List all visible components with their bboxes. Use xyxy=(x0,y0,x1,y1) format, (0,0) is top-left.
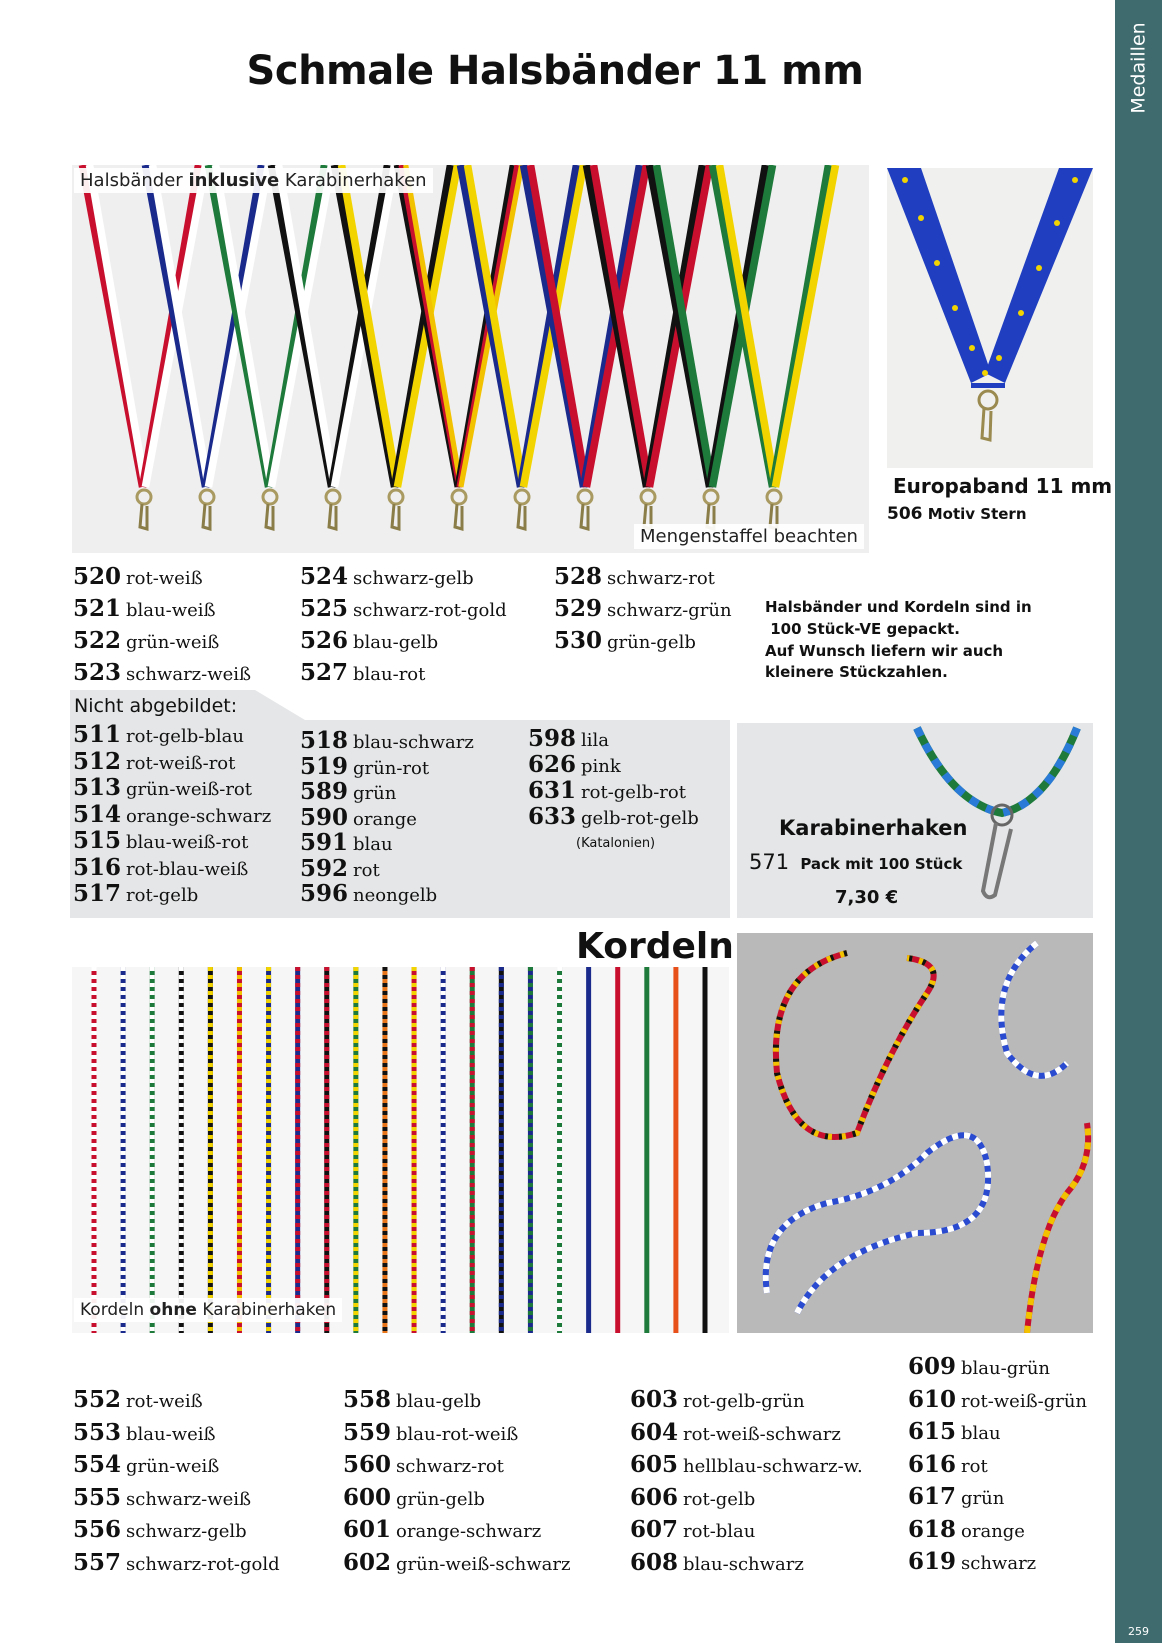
item-code: 555 xyxy=(73,1483,122,1511)
list-item xyxy=(73,800,272,828)
item-code: 528 xyxy=(554,563,603,590)
item-name: grün-gelb xyxy=(396,1488,485,1510)
item-name: schwarz-grün xyxy=(607,600,732,621)
list-item xyxy=(554,565,715,588)
item-code: 516 xyxy=(73,853,122,881)
list-item xyxy=(630,1518,755,1541)
item-name: orange xyxy=(353,808,417,830)
list-item xyxy=(554,629,696,652)
item-name: rot-gelb-rot xyxy=(581,782,686,803)
item-name: schwarz-rot-gold xyxy=(126,1553,280,1575)
list-item xyxy=(73,1483,252,1511)
list-item xyxy=(908,1550,1036,1573)
item-name: rot-blau xyxy=(683,1521,756,1542)
item-code: 600 xyxy=(343,1483,392,1511)
item-name: schwarz-weiß xyxy=(126,1488,252,1510)
item-code: 602 xyxy=(343,1548,392,1576)
item-name: orange-schwarz xyxy=(396,1521,542,1542)
cords-illustration xyxy=(72,967,729,1333)
list-item xyxy=(73,853,249,881)
item-name: blau-schwarz xyxy=(353,732,474,753)
item-name: orange xyxy=(961,1520,1025,1542)
list-item xyxy=(73,1388,203,1411)
carabiner-price: 7,30 € xyxy=(835,887,899,908)
item-name: blau-grün xyxy=(961,1358,1051,1379)
item-code: 592 xyxy=(300,854,349,882)
list-item xyxy=(300,882,437,905)
list-item xyxy=(343,1518,541,1541)
item-name: blau-gelb xyxy=(353,632,439,653)
list-item xyxy=(630,1548,804,1576)
item-code: 591 xyxy=(300,829,349,856)
item-code: 522 xyxy=(73,627,122,654)
list-item xyxy=(908,1420,1001,1443)
cords-photo xyxy=(72,967,729,1333)
packaging-note: Halsbänder und Kordeln sind in 100 Stück-VE gepackt. Auf Wunsch liefern wir auch kleinere Stückzahlen. xyxy=(765,598,1032,682)
item-code: 552 xyxy=(73,1386,122,1413)
item-name: grün-gelb xyxy=(607,632,696,653)
list-item xyxy=(343,1483,485,1511)
item-name: rot-gelb xyxy=(683,1488,756,1510)
item-code: 558 xyxy=(343,1386,392,1413)
katalonien-note: (Katalonien) xyxy=(576,836,656,851)
list-item xyxy=(343,1418,519,1446)
item-name: grün-weiß-rot xyxy=(126,779,253,800)
list-item xyxy=(528,779,686,802)
side-tab xyxy=(1115,0,1162,1643)
item-code: 520 xyxy=(73,563,122,590)
item-name: schwarz xyxy=(961,1553,1037,1574)
item-name: schwarz-gelb xyxy=(353,568,474,589)
item-name: grün-weiß xyxy=(126,632,220,653)
item-code: 527 xyxy=(300,659,349,686)
item-code: 608 xyxy=(630,1548,679,1576)
list-item xyxy=(300,629,438,652)
ribbons-illustration xyxy=(72,165,869,553)
list-item xyxy=(908,1450,988,1478)
europa-title: Europaband 11 mm xyxy=(893,474,1113,498)
item-code: 589 xyxy=(300,778,349,805)
list-item xyxy=(300,565,474,588)
list-item xyxy=(908,1385,1088,1413)
item-code: 596 xyxy=(300,880,349,907)
item-code: 601 xyxy=(343,1516,392,1543)
cords-caption: Kordeln ohne Karabinerhaken xyxy=(74,1298,342,1322)
item-name: rot-weiß-schwarz xyxy=(683,1423,841,1445)
list-item xyxy=(73,565,203,588)
europa-item: 506 Motiv Stern xyxy=(887,504,1027,524)
list-item xyxy=(908,1485,1004,1508)
europa-band-photo xyxy=(887,168,1093,468)
item-code: 514 xyxy=(73,800,122,828)
item-name: blau-weiß xyxy=(126,600,216,621)
item-name: lila xyxy=(581,730,610,751)
list-item xyxy=(630,1418,841,1446)
item-name: grün-weiß-schwarz xyxy=(396,1553,571,1575)
item-name: neongelb xyxy=(353,885,438,906)
item-code: 553 xyxy=(73,1418,122,1446)
item-code: 607 xyxy=(630,1516,679,1543)
item-name: hellblau-schwarz-w. xyxy=(683,1456,863,1477)
list-item xyxy=(908,1515,1025,1543)
item-code: 610 xyxy=(908,1385,957,1413)
list-item xyxy=(528,753,621,776)
item-code: 521 xyxy=(73,595,122,622)
item-name: grün xyxy=(353,783,397,804)
list-item xyxy=(343,1388,481,1411)
item-code: 512 xyxy=(73,747,122,775)
item-name: blau-rot xyxy=(353,664,426,685)
item-code: 560 xyxy=(343,1451,392,1478)
list-item xyxy=(300,803,417,831)
item-code: 631 xyxy=(528,777,577,804)
list-item xyxy=(300,752,430,780)
item-name: grün-weiß xyxy=(126,1456,220,1477)
list-item xyxy=(73,1548,280,1576)
item-name: grün xyxy=(961,1488,1005,1509)
item-code: 523 xyxy=(73,659,122,686)
carabiner-item: 571 Pack mit 100 Stück xyxy=(749,850,963,874)
item-name: blau-rot-weiß xyxy=(396,1423,519,1445)
quantity-note: Mengenstaffel beachten xyxy=(634,524,864,549)
item-code: 626 xyxy=(528,751,577,778)
item-name: rot-weiß xyxy=(126,1391,203,1412)
item-name: rot-gelb-blau xyxy=(126,726,244,747)
item-code: 557 xyxy=(73,1548,122,1576)
item-code: 524 xyxy=(300,563,349,590)
list-item xyxy=(300,661,425,684)
item-name: schwarz-weiß xyxy=(126,664,252,685)
item-name: schwarz-rot xyxy=(396,1456,504,1477)
list-item xyxy=(73,1418,216,1446)
item-name: rot xyxy=(353,859,380,881)
item-code: 606 xyxy=(630,1483,679,1511)
item-code: 617 xyxy=(908,1483,957,1510)
item-code: 633 xyxy=(528,803,577,830)
item-name: blau xyxy=(353,834,393,855)
item-name: rot-weiß xyxy=(126,568,203,589)
carabiner-title: Karabinerhaken xyxy=(779,816,968,840)
item-code: 605 xyxy=(630,1451,679,1478)
item-name: pink xyxy=(581,756,621,777)
list-item xyxy=(343,1453,504,1476)
list-item xyxy=(528,727,609,750)
item-code: 619 xyxy=(908,1548,957,1575)
item-code: 616 xyxy=(908,1450,957,1478)
item-name: gelb-rot-gelb xyxy=(581,808,699,829)
list-item xyxy=(73,661,251,684)
item-code: 603 xyxy=(630,1386,679,1413)
ribbons-caption: Halsbänder inklusive Karabinerhaken xyxy=(74,168,433,193)
item-code: 511 xyxy=(73,721,122,748)
not-shown-heading: Nicht abgebildet: xyxy=(74,695,238,717)
item-name: rot-gelb-grün xyxy=(683,1391,805,1412)
cords-loops-illustration xyxy=(737,933,1093,1333)
list-item xyxy=(73,723,244,746)
cords-heading: Kordeln xyxy=(576,926,734,967)
list-item xyxy=(630,1453,863,1476)
list-item xyxy=(300,854,380,882)
item-name: schwarz-gelb xyxy=(126,1521,247,1542)
item-name: blau-weiß xyxy=(126,1423,216,1445)
item-name: blau-gelb xyxy=(396,1391,482,1412)
list-item xyxy=(73,629,219,652)
item-code: 513 xyxy=(73,774,122,801)
item-code: 590 xyxy=(300,803,349,831)
item-name: rot-blau-weiß xyxy=(126,858,249,880)
item-code: 526 xyxy=(300,627,349,654)
list-item xyxy=(73,1518,247,1541)
item-code: 554 xyxy=(73,1451,122,1478)
page-number: 259 xyxy=(1128,1625,1149,1638)
item-code: 517 xyxy=(73,880,122,907)
list-item xyxy=(73,1453,219,1476)
list-item xyxy=(554,597,732,620)
item-name: rot-gelb xyxy=(126,885,199,906)
item-code: 518 xyxy=(300,727,349,754)
item-code: 525 xyxy=(300,595,349,622)
list-item xyxy=(300,780,396,803)
list-item xyxy=(630,1483,756,1511)
item-code: 529 xyxy=(554,595,603,622)
item-code: 609 xyxy=(908,1353,957,1380)
item-name: schwarz-rot xyxy=(607,568,715,589)
item-name: orange-schwarz xyxy=(126,805,272,827)
item-name: blau-weiß-rot xyxy=(126,832,249,853)
side-tab-label: Medaillen xyxy=(1127,21,1150,114)
item-code: 556 xyxy=(73,1516,122,1543)
item-code: 604 xyxy=(630,1418,679,1446)
item-name: grün-rot xyxy=(353,757,430,779)
item-name: schwarz-rot-gold xyxy=(353,600,507,621)
list-item xyxy=(908,1355,1050,1378)
item-name: rot-weiß-rot xyxy=(126,752,236,774)
item-code: 530 xyxy=(554,627,603,654)
item-name: blau-schwarz xyxy=(683,1553,804,1575)
list-item xyxy=(630,1388,805,1411)
list-item xyxy=(528,805,699,828)
item-code: 615 xyxy=(908,1418,957,1445)
item-name: rot xyxy=(961,1455,988,1477)
europa-band-illustration xyxy=(887,168,1093,468)
ribbons-photo xyxy=(72,165,869,553)
page-title: Schmale Halsbänder 11 mm xyxy=(246,48,864,94)
list-item xyxy=(300,597,507,620)
list-item xyxy=(73,597,216,620)
list-item xyxy=(73,747,236,775)
item-name: blau xyxy=(961,1423,1001,1444)
item-code: 618 xyxy=(908,1515,957,1543)
list-item xyxy=(300,729,474,752)
list-item xyxy=(300,831,393,854)
item-name: rot-weiß-grün xyxy=(961,1390,1088,1412)
item-code: 515 xyxy=(73,827,122,854)
list-item xyxy=(343,1548,571,1576)
list-item xyxy=(73,829,248,852)
list-item xyxy=(73,882,198,905)
cords-loops-photo xyxy=(737,933,1093,1333)
item-code: 519 xyxy=(300,752,349,780)
list-item xyxy=(73,776,252,799)
item-code: 598 xyxy=(528,725,577,752)
item-code: 559 xyxy=(343,1418,392,1446)
